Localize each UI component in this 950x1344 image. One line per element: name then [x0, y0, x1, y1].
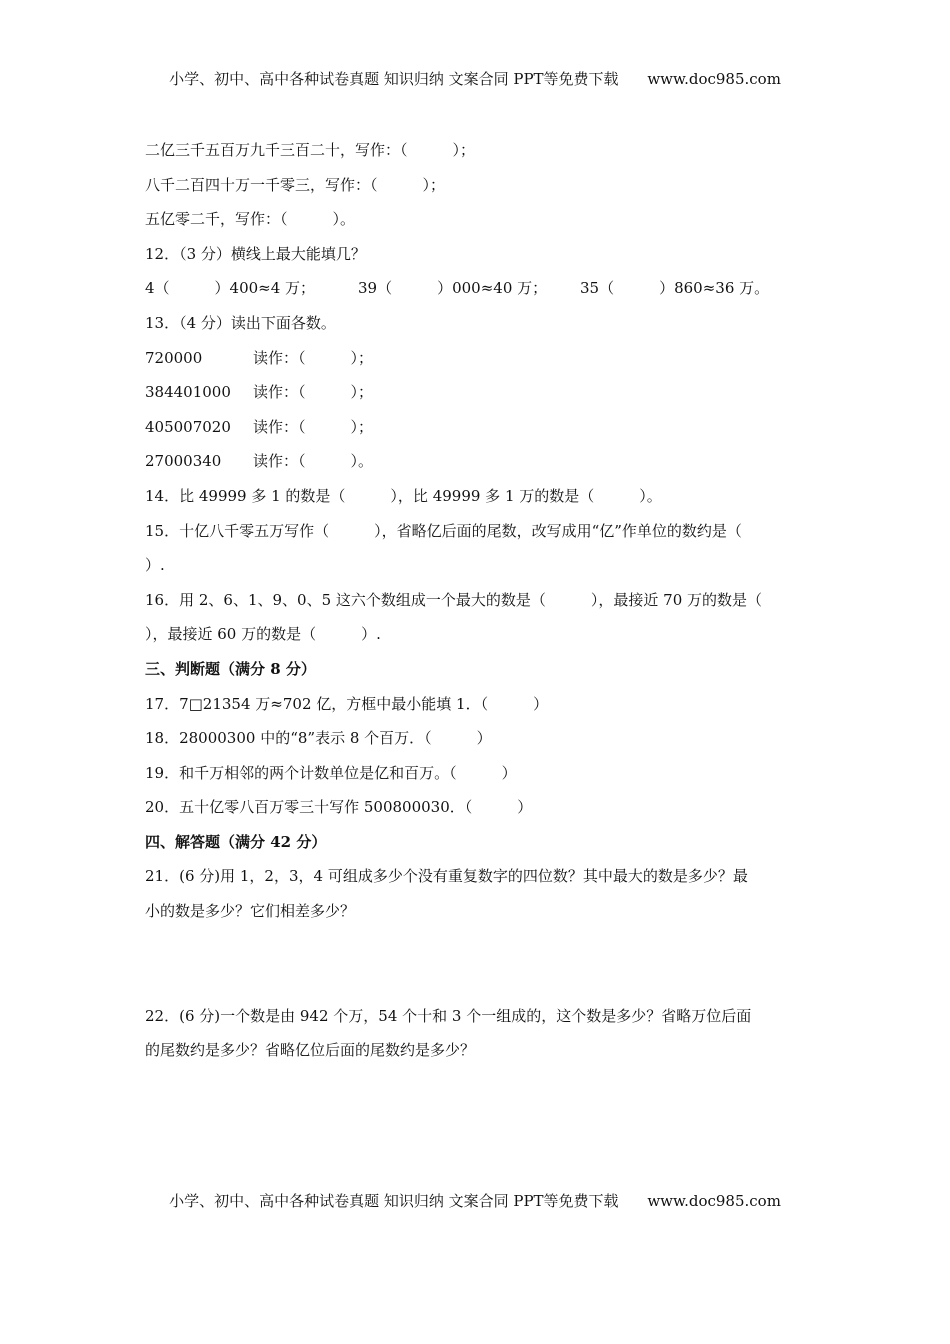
q22-line-1: 22．(6 分)一个数是由 942 个万，54 个十和 3 个一组成的，这个数是多少？省略万位后面 [145, 1006, 752, 1025]
q16-line-1: 16．用 2、6、1、9、0、5 这六个数组成一个最大的数是（ ），最接近 70 万的数是（ [145, 590, 763, 609]
q11-line-3: 五亿零二千，写作：（ ）。 [145, 210, 356, 229]
document-body [145, 140, 810, 1075]
q19: 19．和千万相邻的两个计数单位是亿和百万。（ ） [145, 763, 517, 782]
q11-line-1: 二亿三千五百万九千三百二十，写作：（ ）； [145, 141, 476, 159]
q13-number: 384401000 [145, 383, 231, 402]
q13-read: 读作：（ ）； [253, 348, 374, 367]
q13-row [145, 417, 810, 437]
q13-number: 27000340 [145, 452, 222, 471]
q13-read: 读作：（ ）； [253, 383, 374, 402]
q21-line-1: 21．(6 分)用 1，2，3，4 可组成多少个没有重复数字的四位数？其中最大的数是多少？最 [145, 867, 748, 886]
section-3-heading: 三、判断题（满分 8 分） [145, 659, 316, 678]
q18: 18．28000300 中的“8”表示 8 个百万．（ ） [145, 729, 492, 748]
footer-text: 小学、初中、高中各种试卷真题 知识归纳 文案合同 PPT等免费下载 [169, 1192, 619, 1210]
header-text: 小学、初中、高中各种试卷真题 知识归纳 文案合同 PPT等免费下载 [169, 70, 619, 88]
section-4-heading: 四、解答题（满分 42 分） [145, 832, 327, 851]
q12-items [145, 278, 810, 298]
header-site: www.doc985.com [647, 70, 781, 88]
q12-item: 39（ ）000≈40 万； [358, 279, 548, 298]
q13-read: 读作：（ ）； [253, 417, 374, 436]
q17: 17．7□21354 万≈702 亿，方框中最小能填 1．（ ） [145, 694, 549, 713]
q13-row [145, 451, 810, 471]
q13-number: 720000 [145, 348, 203, 367]
q13-number: 405007020 [145, 417, 231, 436]
q12-title: 12．（3 分）横线上最大能填几？ [145, 244, 366, 263]
q15-line-2: ）. [145, 556, 165, 575]
footer-site: www.doc985.com [647, 1192, 781, 1210]
q15-line-1: 15．十亿八千零五万写作（ ），省略亿后面的尾数，改写成用“亿”作单位的数约是（ [145, 521, 742, 540]
q22-line-2: 的尾数约是多少？省略亿位后面的尾数约是多少？ [145, 1041, 476, 1060]
q14: 14．比 49999 多 1 的数是（ ），比 49999 多 1 万的数是（ ）。 [145, 486, 662, 505]
q13-read: 读作：（ ）。 [253, 452, 374, 471]
q21-line-2: 小的数是多少？它们相差多少？ [145, 902, 356, 921]
page-footer [0, 1190, 950, 1211]
q16-line-2: ），最接近 60 万的数是（ ）. [145, 625, 381, 644]
q13-title: 13．（4 分）读出下面各数。 [145, 313, 336, 332]
q20: 20．五十亿零八百万零三十写作 500800030．（ ） [145, 798, 533, 817]
q11-line-2: 八千二百四十万一千零三，写作：（ ）； [145, 175, 446, 194]
page-header [0, 68, 950, 89]
answer-space [145, 936, 810, 1006]
q13-row [145, 348, 810, 368]
q12-item: 4（ ）400≈4 万； [145, 279, 316, 298]
q12-item: 35（ ）860≈36 万。 [580, 279, 770, 298]
q13-row [145, 382, 810, 402]
